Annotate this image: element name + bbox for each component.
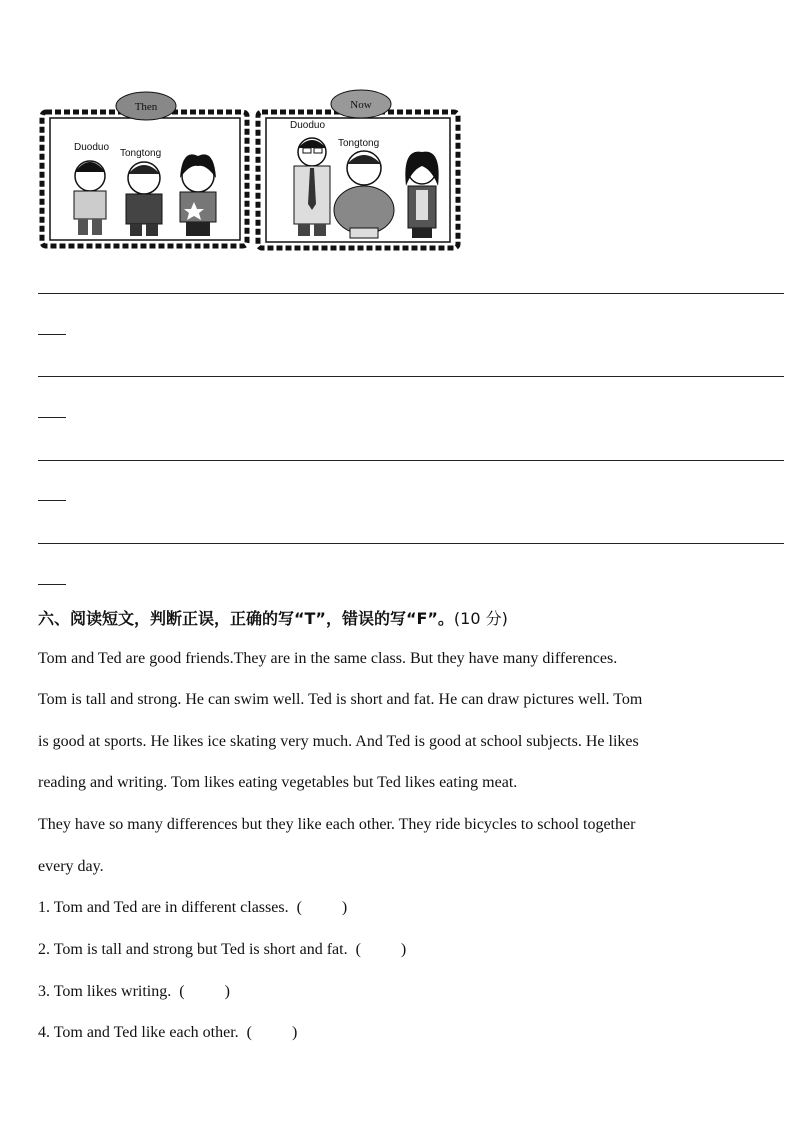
- then-label: Then: [134, 101, 158, 113]
- question-3-text: 3. Tom likes writing.: [38, 983, 172, 1000]
- question-3: [38, 983, 230, 1001]
- passage-line-1: Tom and Ted are good friends.They are in the same class. But they have many differences.: [38, 650, 618, 667]
- writing-line-stub-3: [38, 500, 66, 501]
- now-panel: [258, 90, 458, 248]
- question-2-text: 2. Tom is tall and strong but Ted is short and fat.: [38, 941, 348, 958]
- section-score: (10 分): [453, 609, 508, 628]
- now-label: Now: [350, 99, 372, 111]
- now-man-duoduo: [294, 138, 330, 236]
- then-tongtong-name: Tongtong: [120, 148, 162, 159]
- now-woman: [405, 152, 438, 238]
- passage-line-4: reading and writing. Tom likes eating vegetables but Ted likes eating meat.: [38, 774, 518, 791]
- now-tongtong-name: Tongtong: [338, 138, 380, 149]
- writing-line-stub-1: [38, 334, 66, 335]
- then-duoduo-name: Duoduo: [74, 142, 110, 153]
- passage-line-6: every day.: [38, 858, 104, 875]
- question-4: [38, 1024, 297, 1042]
- then-now-illustration: [36, 86, 466, 256]
- section-heading-text: 六、阅读短文，判断正误，正确的写“T”，错误的写“F”。: [38, 609, 454, 628]
- passage-line-5: They have so many differences but they like each other. They ride bicycles to school together: [38, 816, 636, 833]
- writing-line-2[interactable]: [38, 376, 784, 377]
- question-1: [38, 899, 347, 917]
- question-2-answer-blank[interactable]: ( ): [355, 941, 407, 958]
- passage-line-3: is good at sports. He likes ice skating very much. And Ted is good at school subjects. He likes: [38, 733, 639, 750]
- question-1-answer-blank[interactable]: ( ): [296, 899, 348, 916]
- question-2: [38, 941, 406, 959]
- passage-line-2: Tom is tall and strong. He can swim well. Ted is short and fat. He can draw pictures well. Tom: [38, 691, 643, 708]
- question-3-answer-blank[interactable]: ( ): [179, 983, 230, 1000]
- question-4-text: 4. Tom and Ted like each other.: [38, 1024, 239, 1041]
- writing-line-1[interactable]: [38, 293, 784, 294]
- question-1-text: 1. Tom and Ted are in different classes.: [38, 899, 289, 916]
- now-duoduo-name: Duoduo: [290, 120, 326, 131]
- writing-line-stub-4: [38, 584, 66, 585]
- question-4-answer-blank[interactable]: ( ): [246, 1024, 298, 1041]
- writing-line-3[interactable]: [38, 460, 784, 461]
- writing-line-4[interactable]: [38, 543, 784, 544]
- then-panel: [42, 92, 247, 246]
- writing-line-stub-2: [38, 417, 66, 418]
- section-heading: [38, 606, 508, 629]
